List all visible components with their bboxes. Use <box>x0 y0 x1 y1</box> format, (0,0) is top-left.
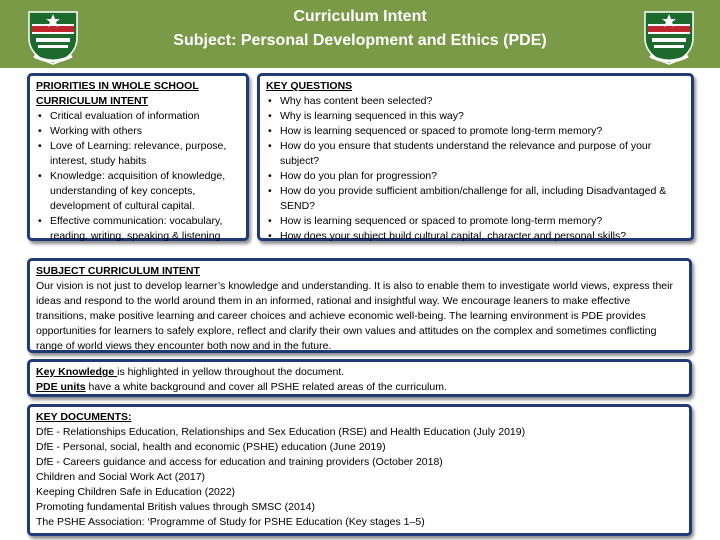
list-item: • Working with others <box>36 124 240 139</box>
list-item: • Why is learning sequenced in this way? <box>266 109 685 124</box>
pde-units-line <box>36 380 683 395</box>
subject-intent-body: Our vision is not just to develop learner’s knowledge and understanding. It is also to enable them to investigate world views, express their ideas and respond to the world around them in an informed, rational and insightful way. We encourage leaners to make effective transitions, make positive learning and career choices and achieve economic well-being. The learning environment is PDE provides opportunities for learners to safely explore, reflect and clarify their own values and attitudes on the complex and sometimes conflicting range of world views they encounter both now and in the future. <box>36 280 673 352</box>
list-item: • How do you ensure that students understand the relevance and purpose of your subject? <box>266 139 685 169</box>
list-item: • Knowledge: acquisition of knowledge, understanding of key concepts, development of cultural capital. <box>36 169 240 214</box>
priorities-box <box>27 73 249 241</box>
key-questions-list <box>266 94 685 244</box>
document-item: Keeping Children Safe in Education (2022) <box>36 486 236 498</box>
key-knowledge-label: Key Knowledge <box>36 366 118 378</box>
header-banner <box>0 0 720 68</box>
key-questions-box <box>257 73 694 241</box>
list-item: • Critical evaluation of information <box>36 109 240 124</box>
document-item: DfE - Personal, social, health and economic (PSHE) education (June 2019) <box>36 441 386 453</box>
list-item: • Why has content been selected? <box>266 94 685 109</box>
document-item: DfE - Careers guidance and access for education and training providers (October 2018) <box>36 456 443 468</box>
page-subtitle: Subject: Personal Development and Ethics (PDE) <box>173 32 547 49</box>
key-knowledge-text: is highlighted in yellow throughout the document. <box>117 366 345 378</box>
document-item: The PSHE Association: ‘Programme of Study for PSHE Education (Key stages 1–5) <box>36 516 425 528</box>
school-crest-icon <box>640 8 698 66</box>
list-item: • How do you plan for progression? <box>266 169 685 184</box>
key-questions-heading: KEY QUESTIONS <box>266 80 353 92</box>
document-item: DfE - Relationships Education, Relationships and Sex Education (RSE) and Health Education (July 2019) <box>36 426 526 438</box>
list-item: • How is learning sequenced or spaced to promote long-term memory? <box>266 214 685 229</box>
pde-units-label: PDE units <box>36 381 86 393</box>
header-title <box>90 5 630 53</box>
priorities-list <box>36 109 240 244</box>
subject-intent-heading: SUBJECT CURRICULUM INTENT <box>36 265 200 277</box>
page-title: Curriculum Intent <box>293 8 427 25</box>
key-documents-box <box>27 404 692 536</box>
subject-intent-box <box>27 258 692 353</box>
key-documents-heading: KEY DOCUMENTS: <box>36 411 132 423</box>
key-info-box <box>27 359 692 397</box>
list-item: • How do you provide sufficient ambition/challenge for all, including Disadvantaged & SEND? <box>266 184 685 214</box>
priorities-heading: PRIORITIES IN WHOLE SCHOOL CURRICULUM INTENT <box>36 80 199 107</box>
key-knowledge-line <box>36 365 683 380</box>
pde-units-text: have a white background and cover all PSHE related areas of the curriculum. <box>85 381 447 393</box>
list-item: • Love of Learning: relevance, purpose, interest, study habits <box>36 139 240 169</box>
list-item: • How does your subject build cultural capital, character and personal skills? <box>266 229 685 244</box>
list-item: • How is learning sequenced or spaced to promote long-term memory? <box>266 124 685 139</box>
school-crest-icon <box>24 8 82 66</box>
document-item: Children and Social Work Act (2017) <box>36 471 206 483</box>
document-item: Promoting fundamental British values through SMSC (2014) <box>36 501 315 513</box>
list-item: • Effective communication: vocabulary, reading, writing, speaking & listening <box>36 214 240 244</box>
